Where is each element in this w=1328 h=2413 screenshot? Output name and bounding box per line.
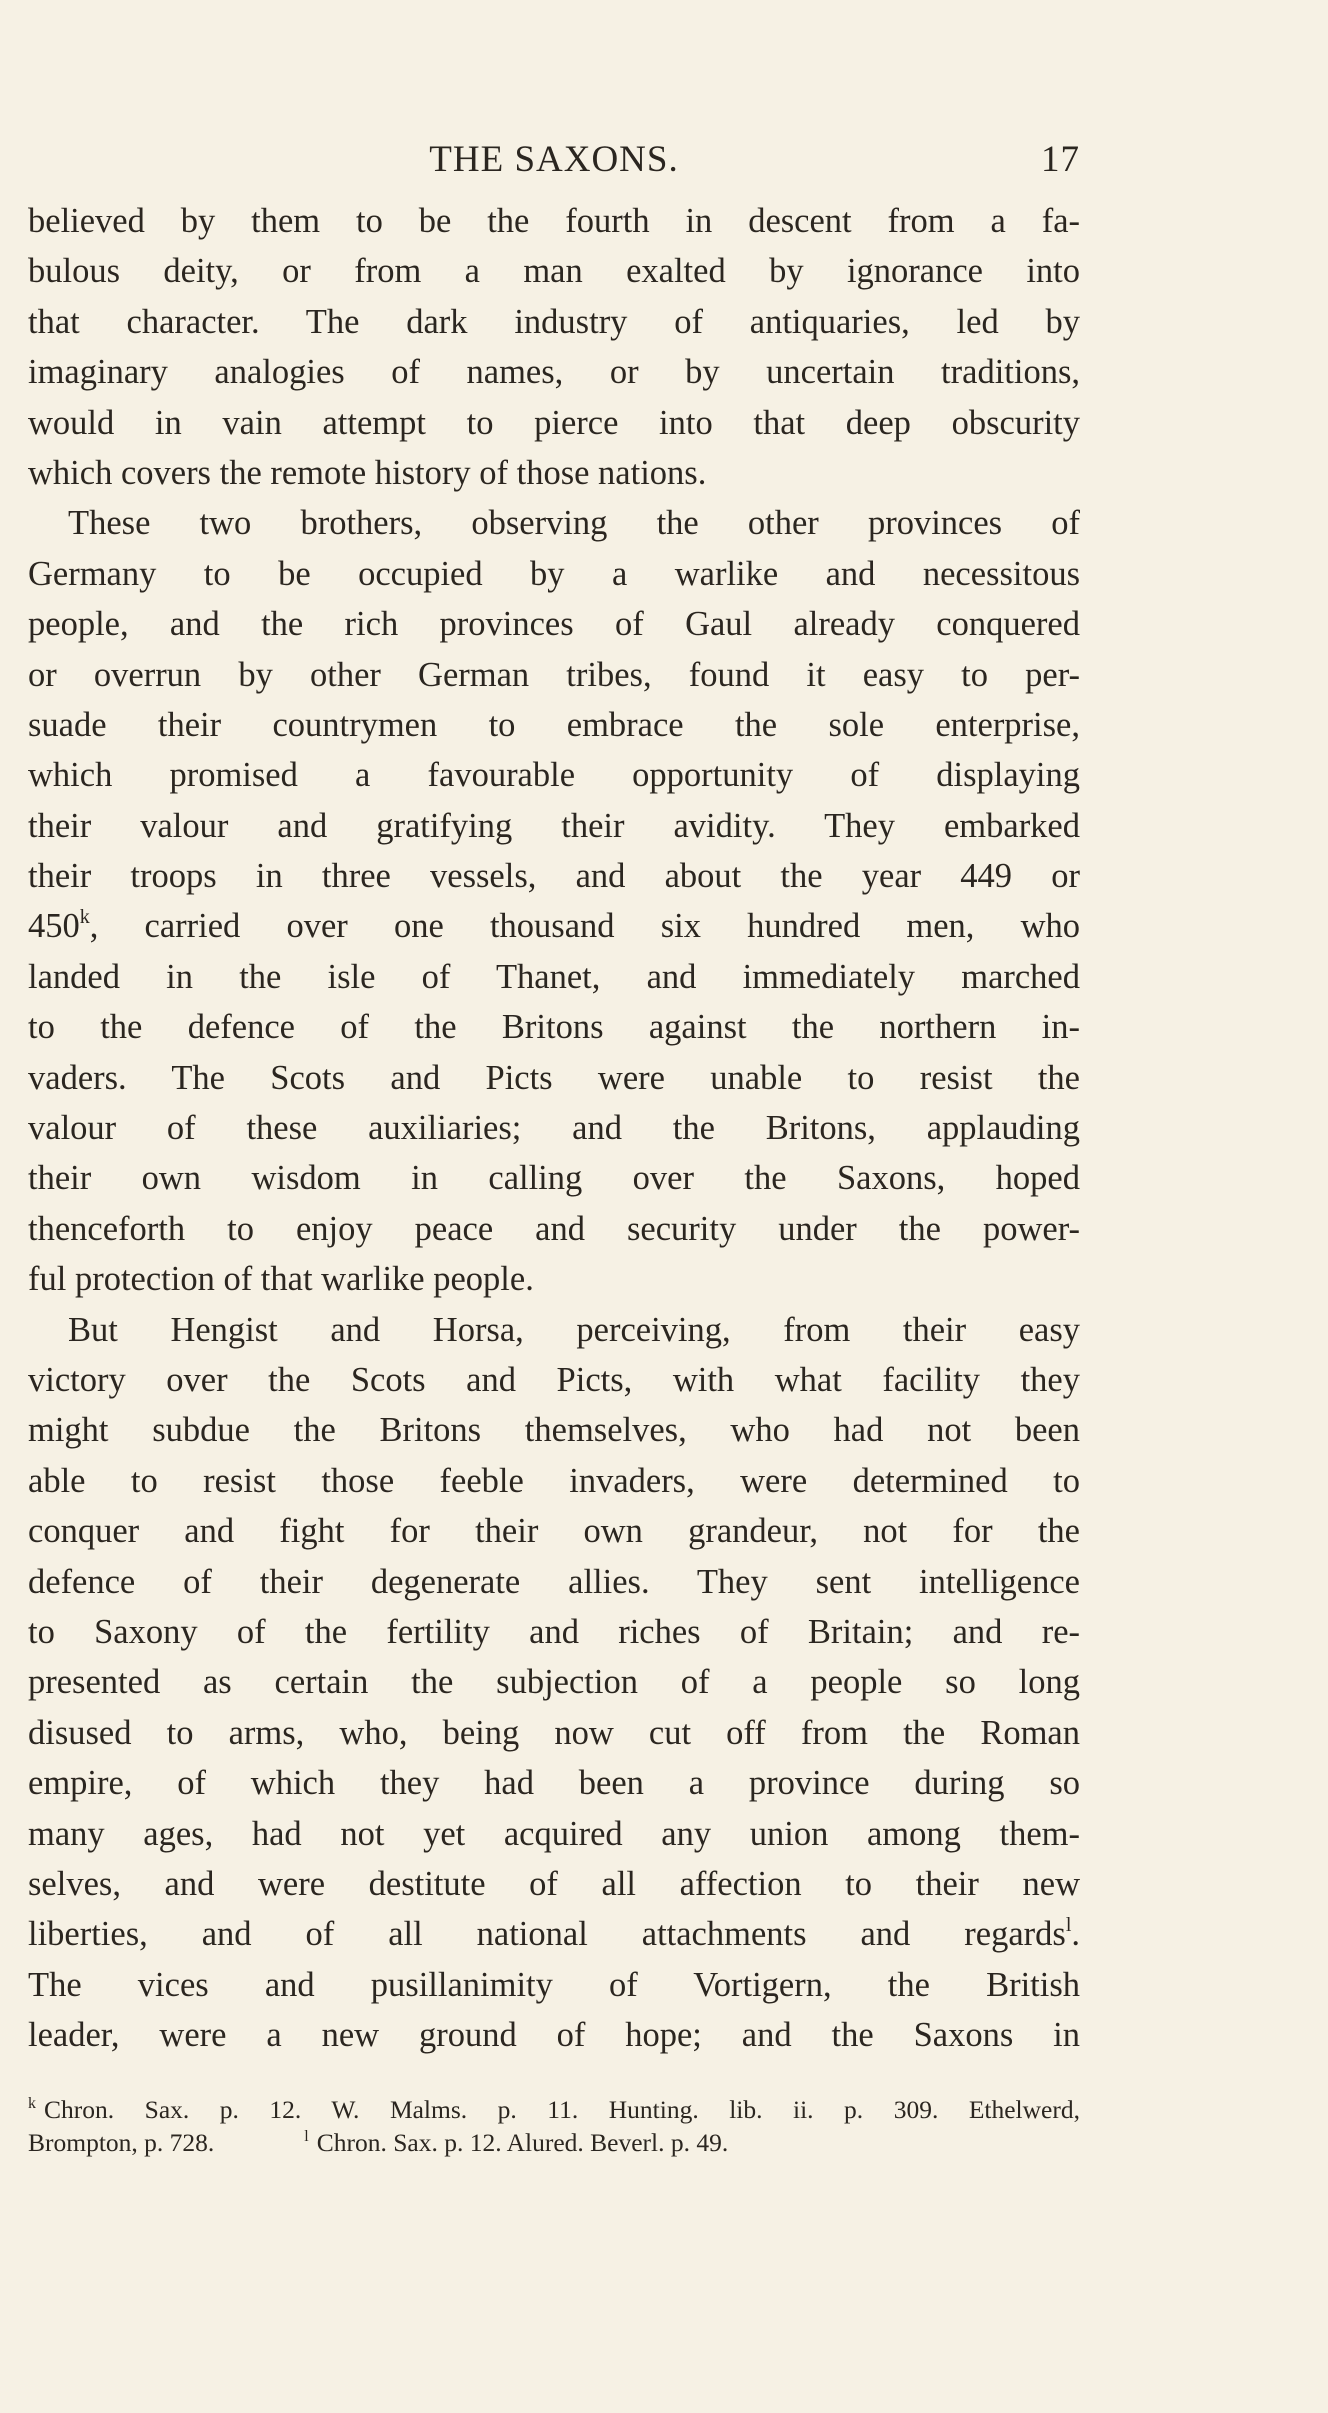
body-text	[28, 196, 1080, 2060]
book-page	[28, 126, 1080, 2159]
running-title: THE SAXONS.	[429, 139, 679, 180]
page-number: 17	[1041, 139, 1080, 180]
text-line: their valour and gratifying their avidity. They embarked	[28, 806, 1080, 845]
text-line: bulous deity, or from a man exalted by ignorance into	[28, 252, 1080, 291]
text-line: leader, were a new ground of hope; and the Saxons in	[28, 2016, 1080, 2055]
note-line-start: 450	[28, 907, 80, 946]
text-line: might subdue the Britons themselves, who had not been	[28, 1411, 1080, 1450]
text-line-with-note	[28, 1909, 1080, 1959]
text-line-with-note	[28, 901, 1080, 951]
text-line: which promised a favourable opportunity of displaying	[28, 756, 1080, 795]
text-line: their troops in three vessels, and about the year 449 or	[28, 857, 1080, 896]
text-line: imaginary analogies of names, or by uncertain traditions,	[28, 353, 1080, 392]
footnote-ref-k[interactable]: k	[79, 906, 90, 929]
footnote-ref-l[interactable]: l	[1065, 1914, 1072, 1937]
text-line: would in vain attempt to pierce into that deep obscurity	[28, 403, 1080, 442]
text-line: ful protection of that warlike people.	[28, 1260, 534, 1299]
text-line: thenceforth to enjoy peace and security under the power-	[28, 1209, 1080, 1248]
text-line: which covers the remote history of those nations.	[28, 453, 707, 492]
text-line: vaders. The Scots and Picts were unable to resist the	[28, 1058, 1080, 1097]
text-line: to the defence of the Britons against the northern in-	[28, 1008, 1080, 1047]
text-line: or overrun by other German tribes, found it easy to per-	[28, 655, 1080, 694]
text-line: believed by them to be the fourth in descent from a fa-	[28, 202, 1080, 240]
text-line: able to resist those feeble invaders, were determined to	[28, 1461, 1080, 1500]
footnote-mark-l: l	[304, 2128, 309, 2146]
note-line-start: liberties, and of all national attachments and regards	[28, 1915, 1066, 1954]
text-line: that character. The dark industry of antiquaries, led by	[28, 302, 1080, 341]
text-line: to Saxony of the fertility and riches of Britain; and re-	[28, 1612, 1080, 1651]
paragraph-1	[28, 196, 1080, 498]
running-head	[28, 126, 1080, 196]
note-line-end: .	[1071, 1915, 1080, 1954]
text-line: defence of their degenerate allies. They sent intelligence	[28, 1562, 1080, 1601]
footnote-line2	[28, 2126, 1080, 2159]
text-line: victory over the Scots and Picts, with what facility they	[28, 1360, 1080, 1399]
footnote-k-line1	[28, 2093, 1080, 2126]
footnote-l-text: Chron. Sax. p. 12. Alured. Beverl. p. 49.	[316, 2128, 729, 2158]
footnote-k-text-cont: Brompton, p. 728.	[28, 2128, 215, 2158]
text-line: suade their countrymen to embrace the sole enterprise,	[28, 705, 1080, 744]
text-line: Germany to be occupied by a warlike and necessitous	[28, 554, 1080, 593]
text-line: conquer and fight for their own grandeur, not for the	[28, 1512, 1080, 1551]
text-line: disused to arms, who, being now cut off from the Roman	[28, 1713, 1080, 1752]
paragraph-3	[28, 1305, 1080, 2061]
text-line: valour of these auxiliaries; and the Britons, applauding	[28, 1109, 1080, 1148]
text-line: selves, and were destitute of all affection to their new	[28, 1864, 1080, 1903]
text-line: many ages, had not yet acquired any union among them-	[28, 1814, 1080, 1853]
text-line: people, and the rich provinces of Gaul already conquered	[28, 605, 1080, 644]
text-line: empire, of which they had been a province during so	[28, 1764, 1080, 1803]
text-line: landed in the isle of Thanet, and immediately marched	[28, 957, 1080, 996]
paragraph-2	[28, 498, 1080, 1304]
footnote-mark-k: k	[28, 2095, 36, 2113]
footnotes	[28, 2093, 1080, 2159]
text-line: their own wisdom in calling over the Saxons, hoped	[28, 1159, 1080, 1198]
footnote-k-text: Chron. Sax. p. 12. W. Malms. p. 11. Hunting. lib. ii. p. 309. Ethelwerd,	[44, 2095, 1080, 2125]
text-line: presented as certain the subjection of a people so long	[28, 1663, 1080, 1702]
note-line-end: , carried over one thousand six hundred men, who	[89, 907, 1080, 946]
text-line: But Hengist and Horsa, perceiving, from their easy	[68, 1310, 1080, 1349]
text-line: These two brothers, observing the other provinces of	[68, 504, 1080, 543]
text-line: The vices and pusillanimity of Vortigern, the British	[28, 1965, 1080, 2004]
